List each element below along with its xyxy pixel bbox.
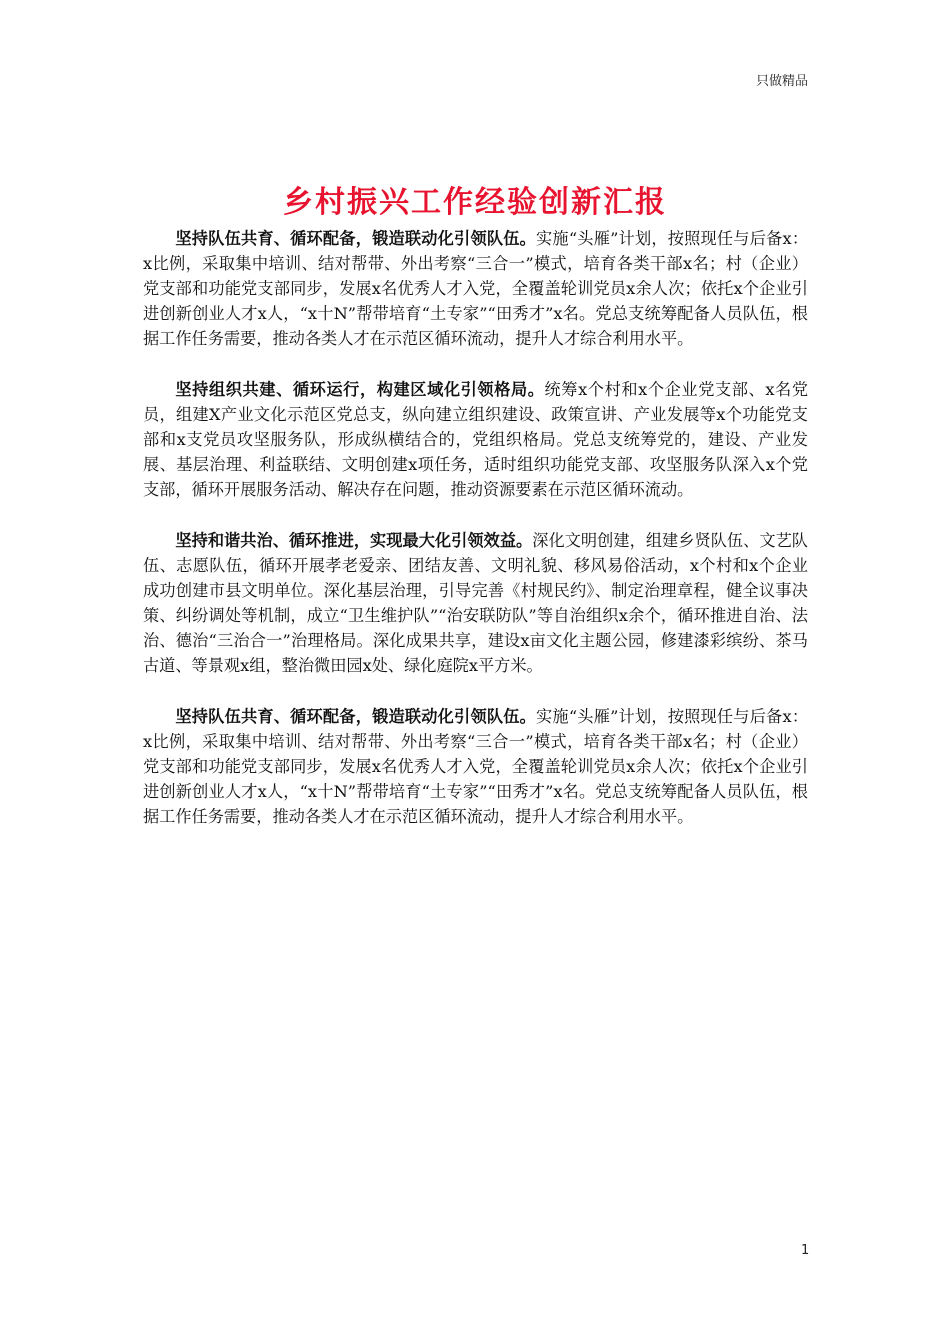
paragraph-2 [143, 377, 808, 502]
paragraph-4-lead: 坚持队伍共育、循环配备，锻造联动化引领队伍。 [175, 707, 537, 726]
paragraph-3 [143, 528, 808, 678]
paragraph-2-text: 统筹x个村和x个企业党支部、x名党员，组建X产业文化示范区党总支，纵向建立组织建设、政策宣讲、产业发展等x个功能党支部和x支党员攻坚服务队，形成纵横结合的，党组织格局。党总支统筹党的，建设、产业发展、基层治理、利益联结、文明创建x项任务，适时组织功能党支部、攻坚服务队深入x个党支部，循环开展服务活动、解决存在问题，推动资源要素在示范区循环流动。 [143, 380, 809, 499]
page-number: 1 [801, 1243, 810, 1258]
document-title: 乡村振兴工作经验创新汇报 [283, 185, 667, 221]
paragraph-2-lead: 坚持组织共建、循环运行，构建区域化引领格局。 [175, 380, 545, 399]
header-note: 只做精品 [755, 74, 808, 89]
paragraph-4 [143, 704, 808, 829]
document-body [143, 226, 808, 855]
paragraph-4-text: 实施“头雁”计划，按照现任与后备x：x比例，采取集中培训、结对帮带、外出考察“三合一”模式，培育各类干部x名；村（企业）党支部和功能党支部同步，发展x名优秀人才入党，全覆盖轮训党员x余人次；依托x个企业引进创新创业人才x人，“x十N”帮带培育“土专家”“田秀才”x名。党总支统筹配备人员队伍，根据工作任务需要，推动各类人才在示范区循环流动，提升人才综合利用水平。 [143, 707, 809, 826]
paragraph-3-lead: 坚持和谐共治、循环推进，实现最大化引领效益。 [175, 531, 533, 550]
paragraph-1-text: 实施“头雁”计划，按照现任与后备x：x比例，采取集中培训、结对帮带、外出考察“三合一”模式，培育各类干部x名；村（企业）党支部和功能党支部同步，发展x名优秀人才入党，全覆盖轮训党员x余人次；依托x个企业引进创新创业人才x人，“x十N”帮带培育“土专家”“田秀才”x名。党总支统筹配备人员队伍，根据工作任务需要，推动各类人才在示范区循环流动，提升人才综合利用水平。 [143, 229, 809, 348]
paragraph-3-text: 深化文明创建，组建乡贤队伍、文艺队伍、志愿队伍，循环开展孝老爱亲、团结友善、文明礼貌、移风易俗活动，x个村和x个企业成功创建市县文明单位。深化基层治理，引导完善《村规民约》、制定治理章程，健全议事决策、纠纷调处等机制，成立“卫生维护队”“治安联防队”等自治组织x余个，循环推进自治、法治、德治“三治合一”治理格局。深化成果共享，建设x亩文化主题公园，修建漆彩缤纷、茶马古道、等景观x组，整治微田园x处、绿化庭院x平方米。 [143, 531, 808, 675]
paragraph-1 [143, 226, 808, 351]
paragraph-1-lead: 坚持队伍共育、循环配备，锻造联动化引领队伍。 [175, 229, 537, 248]
